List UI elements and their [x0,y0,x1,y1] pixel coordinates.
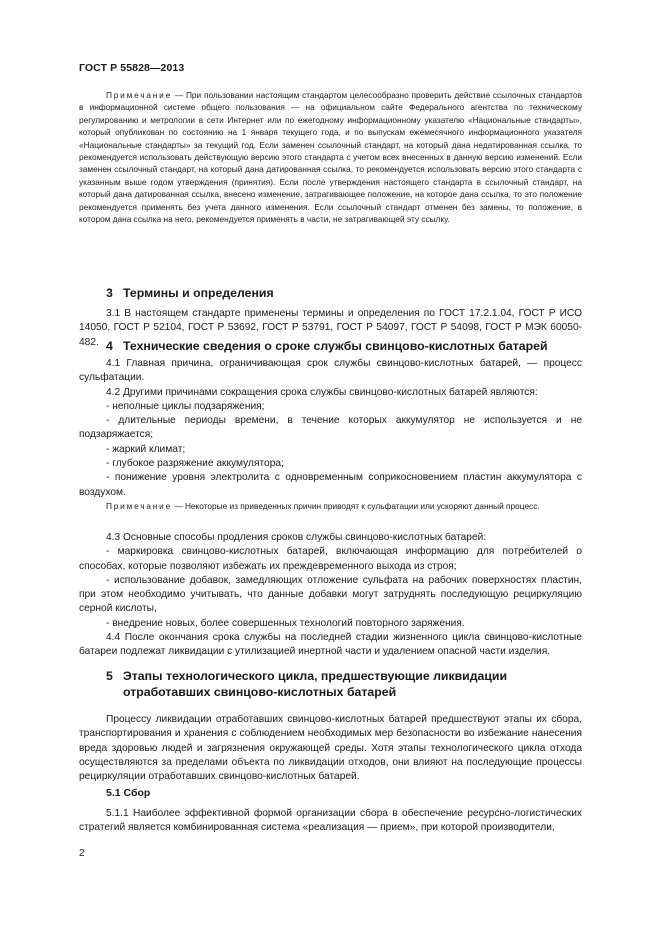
section-title: 4 Технические сведения о сроке службы свинцово-кислотных батарей [106,339,548,353]
note-text: — Некоторые из приведенных причин приводят к сульфатации или ускоряют данный процесс. [172,501,540,511]
paragraph-5-1-1: 5.1.1 Наиболее эффективной формой организации сбора в обеспечение ресурсно-логистических стратегий является комбинированная система «реализация — прием», при которой производители, [79,808,582,834]
document-header: ГОСТ Р 55828—2013 [79,62,185,74]
page-number: 2 [79,848,85,859]
note-label: Примечание [106,90,173,100]
note-paragraph [79,500,582,512]
note-text: — При пользовании настоящим стандартом целесообразно проверить действие ссылочных стандартов в информационной системе общего пользования — на официальном сайте Федерального агентства по техническому регулированию и метрологии в сети Интернет или по ежегодному информационному указателю «Национальные стандарты», который опубликован по состоянию на 1 января текущего года, и по выпускам ежемесячного информационного указателя «Национальные стандарты» за текущий год. Если заменен ссылочный стандарт, на который дана недатированная ссылка, то рекомендуется использовать действующую версию этого стандарта с учетом всех внесенных в данную версию изменений. Если заменен ссылочный стандарт, на который дана датированная ссылка, то рекомендуется использовать версию этого стандарта с указанным выше годом утверждения (принятия). Если после утверждения настоящего стандарта в ссылочный стандарт, на который дана датированная ссылка, внесено изменение, затрагивающее положение, на которое дана ссылка, то это положение рекомендуется применять без учета данного изменения. Если ссылочный стандарт отменен без замены, то положение, в котором дана ссылка на него, рекомендуется применять в части, не затрагивающей эту ссылку. [79,90,582,225]
list-item: - жаркий климат; [106,443,186,455]
note-paragraph [79,89,582,225]
paragraph-3-1: 3.1 В настоящем стандарте применены термины и определения по ГОСТ 17.2.1.04, ГОСТ Р ИСО 14050, ГОСТ Р 52104, ГОСТ Р 53692, ГОСТ Р 53791, ГОСТ Р 54097, ГОСТ Р 54098, ГОСТ Р МЭК 60050-482. [79,308,582,348]
paragraph-4-4: 4.4 После окончания срока службы на последней стадии жизненного цикла свинцово-кислотные батареи подлежат ликвидации с утилизацией инертной части и удалением опасной части изделия. [79,632,582,658]
note-referenced-standards [79,89,582,225]
list-item: - понижение уровня электролита с одновременным соприкосновением пластин аккумулятора с воздухом. [79,472,582,498]
paragraph-4-1: 4.1 Главная причина, ограничивающая срок службы свинцово-кислотных батарей, — процесс сульфатации. [79,358,582,384]
section-4-heading [79,338,582,354]
section-5-body [79,713,582,784]
section-4-body-continued [79,531,582,660]
subsection-5-1-body [79,807,582,836]
list-item: - длительные периоды времени, в течение которых аккумулятор не используется и не подзаряжается; [79,415,582,441]
list-item: - внедрение новых, более совершенных технологий повторного заряжения. [106,617,465,629]
paragraph-4-2: 4.2 Другими причинами сокращения срока службы свинцово-кислотных батарей являются: [106,386,538,398]
section-5-heading [79,668,582,700]
section-3-heading [79,285,582,301]
section-4-body [79,357,582,500]
paragraph-5-intro: Процессу ликвидации отработавших свинцово-кислотных батарей предшествуют этапы их сбора, транспортирования и хранения с соблюдением необходимых мер безопасности во избежание нанесения вреда здоровью людей и загрязнения окружающей среды. Хотя этапы технологического цикла отхода осуществляются за пределами объекта по ликвидации отходов, они влияют на последующие процессы рециркуляции отработавших свинцово-кислотных батарей. [79,714,582,783]
note-label: Примечание [106,501,173,511]
subsection-title: 5.1 Сбор [106,787,151,799]
list-item: - глубокое разряжение аккумулятора; [106,458,284,470]
note-sulfation [79,500,582,512]
list-item: - использование добавок, замедляющих отложение сульфата на рабочих поверхностях пластин, при этом необходимо учитывать, что данные добавки могут затруднять последующую рециркуляцию серной кислоты, [79,574,582,615]
list-item: - маркировка свинцово-кислотных батарей, включающая информацию для потребителей о способах, которые позволяют избежать их преждевременного выхода из строя; [79,546,582,572]
list-item: - неполные циклы подзаряжения; [106,400,265,412]
subsection-5-1-heading [79,786,582,800]
section-title: 3 Термины и определения [106,286,274,300]
paragraph-4-3: 4.3 Основные способы продления сроков службы свинцово-кислотных батарей: [106,532,487,543]
section-title: 5 Этапы технологического цикла, предшествующие ликвидации отработавших свинцово-кислотных батарей [106,669,508,699]
